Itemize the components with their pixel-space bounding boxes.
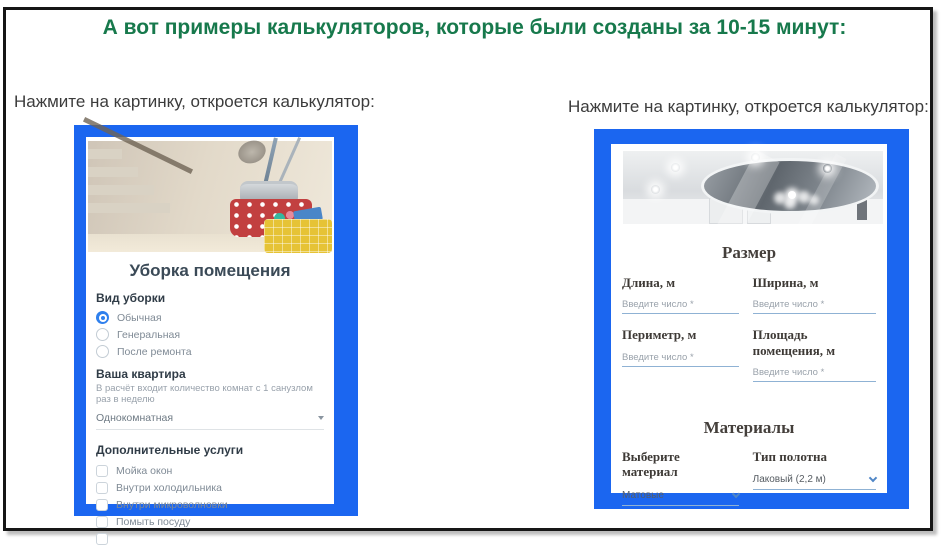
material-select-value: Матовые: [622, 489, 664, 501]
ceiling-calculator-card: [611, 144, 887, 501]
field-label-area: Площадь помещения, м: [752, 327, 836, 358]
section-title-materials: Материалы: [703, 417, 795, 437]
field-label-length: Длина, м: [622, 275, 676, 290]
spotlight: [823, 164, 832, 173]
spotlight: [751, 153, 760, 162]
field-label-width: Ширина, м: [752, 275, 819, 290]
field-label-material: Выберите материал: [622, 448, 680, 480]
yellow-basket: [264, 219, 332, 253]
apartment-select[interactable]: [96, 412, 324, 430]
section-title-size: Размер: [721, 243, 777, 262]
width-input[interactable]: Введите число *: [753, 299, 876, 314]
caption-left: Нажмите на картинку, откроется калькулятор:: [14, 92, 375, 111]
section-label-apartment: Ваша квартира: [96, 367, 186, 381]
radio-option-general[interactable]: [96, 328, 324, 341]
checkbox-inside-fridge[interactable]: [96, 482, 324, 494]
reflection: [794, 153, 847, 238]
checkbox-wash-dishes[interactable]: [96, 516, 324, 528]
stair-step: [88, 167, 138, 177]
field-label-perimeter: Периметр, м: [622, 327, 697, 343]
radio-selected-icon: [96, 311, 109, 324]
glossy-ceiling-oval: [701, 158, 879, 214]
chandelier-light: [788, 191, 796, 199]
cleaning-supplies-photo: [88, 141, 332, 252]
radio-label: Обычная: [117, 311, 162, 324]
checkbox-label: Внутри микроволновки: [116, 499, 228, 511]
checkbox-window-washing[interactable]: [96, 465, 324, 477]
apartment-hint: В расчёт входит количество комнат с 1 санузлом раз в неделю: [96, 383, 313, 405]
radio-label: После ремонта: [117, 345, 192, 358]
checkbox-icon: [96, 482, 108, 494]
checkbox-inside-microwave[interactable]: [96, 499, 324, 511]
checkbox-label: Внутри холодильника: [116, 482, 222, 494]
section-label-extras: Дополнительные услуги: [96, 443, 244, 457]
field-label-canvas-type: Тип полотна: [752, 448, 828, 464]
caption-right: Нажмите на картинку, откроется калькулятор:: [568, 97, 929, 116]
checkbox-icon: [96, 516, 108, 528]
spotlight: [651, 185, 660, 194]
checkbox-row-clipped: [96, 533, 324, 545]
chevron-down-icon: [869, 474, 877, 482]
area-input[interactable]: Введите число *: [753, 367, 876, 382]
cleaning-calculator-card: [86, 137, 334, 528]
stair-step: [88, 185, 154, 195]
radio-icon: [96, 328, 109, 341]
stair-step: [88, 149, 122, 159]
radio-icon: [96, 345, 109, 358]
spotlight: [671, 163, 680, 172]
chevron-down-icon: [731, 489, 739, 497]
radio-option-regular[interactable]: [96, 311, 324, 324]
checkbox-icon: [96, 465, 108, 477]
cleaning-calculator-link[interactable]: [74, 125, 358, 528]
apartment-select-value: Однокомнатная: [96, 412, 174, 424]
checkbox-label: Мойка окон: [116, 465, 173, 477]
ceiling-calculator-link[interactable]: [594, 129, 909, 509]
page-title: А вот примеры калькуляторов, которые были созданы за 10-15 минут:: [102, 16, 847, 39]
checkbox-icon: [96, 499, 108, 511]
duster-head: [235, 137, 269, 167]
stair-handrail: [83, 117, 193, 174]
checkbox-label: Помыть посуду: [116, 516, 191, 528]
stretch-ceiling-photo: [623, 151, 883, 224]
length-input[interactable]: Введите число *: [622, 299, 739, 314]
section-label-cleaning-type: Вид уборки: [96, 291, 166, 305]
checkbox-icon: [96, 533, 108, 545]
canvas-type-select[interactable]: [753, 474, 876, 490]
calculator-title: Уборка помещения: [129, 261, 291, 280]
stair-step: [88, 203, 170, 213]
material-select[interactable]: [622, 490, 739, 506]
radio-label: Генеральная: [117, 328, 181, 341]
chevron-down-icon: [318, 416, 324, 420]
canvas-type-select-value: Лаковый (2,2 м): [752, 474, 826, 486]
reflection: [714, 150, 779, 242]
perimeter-input[interactable]: Введите число *: [622, 352, 739, 367]
radio-option-after-repair[interactable]: [96, 345, 324, 358]
